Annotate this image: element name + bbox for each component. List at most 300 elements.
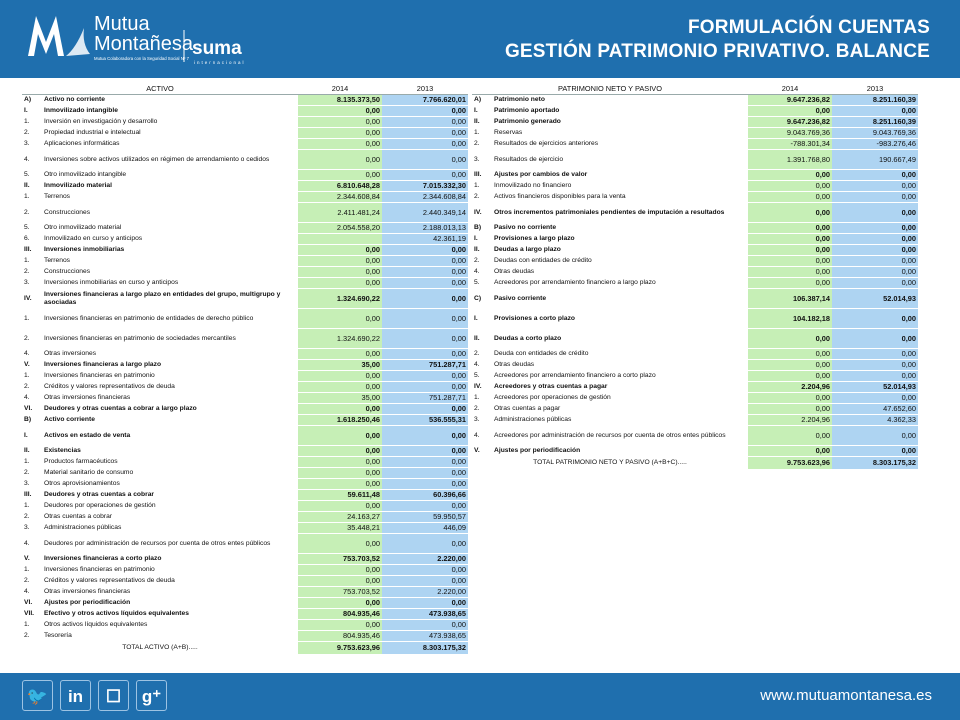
value-2013: -983.276,46	[832, 139, 918, 150]
table-row	[472, 170, 918, 181]
row-code: III.	[24, 491, 32, 499]
row-code: II.	[24, 447, 30, 455]
value-2013: 2.220,00	[382, 587, 468, 598]
table-row	[472, 349, 918, 360]
activo-header: ACTIVO	[22, 84, 298, 95]
row-code: 5.	[24, 224, 30, 232]
value-2013: 0,00	[832, 234, 918, 245]
table-row	[22, 457, 468, 468]
value-2013: 0,00	[382, 620, 468, 631]
value-2014: 0,00	[298, 501, 382, 512]
activo-year-2014: 2014	[298, 84, 382, 95]
value-2014: 1.324.690,22	[298, 329, 382, 349]
row-label: Existencias	[44, 447, 81, 455]
row-label: Acreedores por arrendamiento financiero a largo plazo	[494, 279, 656, 287]
value-2013: 7.015.332,30	[382, 181, 468, 192]
row-label: Inversiones financieras en patrimonio	[44, 372, 155, 380]
table-row	[472, 256, 918, 267]
value-2013: 42.361,19	[382, 234, 468, 245]
table-row	[472, 203, 918, 223]
row-code: 2.	[474, 193, 480, 201]
value-2014: 0,00	[298, 267, 382, 278]
table-row	[22, 289, 468, 309]
row-code: 4.	[474, 268, 480, 276]
value-2013: 2.344.608,84	[382, 192, 468, 203]
row-code: V.	[24, 555, 30, 563]
value-2013: 473.938,65	[382, 631, 468, 642]
value-2014: 0,00	[748, 181, 832, 192]
row-code: 4.	[474, 431, 480, 439]
value-2014: 0,00	[748, 245, 832, 256]
value-2014: 0,00	[748, 267, 832, 278]
value-2014: 0,00	[298, 576, 382, 587]
table-row	[22, 329, 468, 349]
table-row	[22, 309, 468, 329]
value-2014: 1.391.768,80	[748, 150, 832, 170]
total-2013: 8.303.175,32	[382, 642, 468, 655]
page-header	[0, 0, 960, 78]
total-label: TOTAL ACTIVO (A+B).....	[122, 644, 198, 652]
row-code: 6.	[24, 235, 30, 243]
row-label: Terrenos	[44, 257, 71, 265]
row-label: Inversiones financieras en patrimonio de entidades de derecho público	[44, 314, 254, 322]
table-row	[22, 382, 468, 393]
row-code: 5.	[24, 171, 30, 179]
value-2014: 753.703,52	[298, 554, 382, 565]
row-label: Otras inversiones financieras	[44, 588, 131, 596]
row-label: Efectivo y otros activos líquidos equivalentes	[44, 610, 189, 618]
pasivo-year-2013: 2013	[832, 84, 918, 95]
table-row	[472, 150, 918, 170]
row-code: IV.	[24, 294, 32, 302]
table-row	[22, 181, 468, 192]
value-2013: 0,00	[382, 139, 468, 150]
google-plus-icon[interactable]: g⁺	[136, 680, 167, 711]
value-2014: 0,00	[748, 360, 832, 371]
row-code: I.	[24, 431, 28, 439]
row-label: Otras deudas	[494, 268, 535, 276]
row-label: Otros activos líquidos equivalentes	[44, 621, 148, 629]
table-row	[22, 278, 468, 289]
website-link[interactable]: www.mutuamontanesa.es	[760, 687, 932, 704]
row-code: 2.	[474, 257, 480, 265]
value-2013: 0,00	[382, 245, 468, 256]
table-row	[22, 523, 468, 534]
table-row	[22, 576, 468, 587]
row-code: 2.	[24, 632, 30, 640]
row-code: II.	[474, 334, 480, 342]
table-row	[22, 360, 468, 371]
value-2013: 52.014,93	[832, 289, 918, 309]
value-2014: 0,00	[298, 309, 382, 329]
table-row	[22, 565, 468, 576]
table-row	[472, 223, 918, 234]
row-label: Inmovilizado intangible	[44, 107, 118, 115]
value-2014: 0,00	[298, 457, 382, 468]
row-label: Otras cuentas a pagar	[494, 405, 561, 413]
value-2013: 0,00	[832, 170, 918, 181]
value-2013: 446,09	[382, 523, 468, 534]
row-code: III.	[24, 246, 32, 254]
value-2013: 52.014,93	[832, 382, 918, 393]
value-2014: 35,00	[298, 360, 382, 371]
row-code: 1.	[24, 566, 30, 574]
row-code: II.	[474, 246, 480, 254]
row-code: I.	[24, 107, 28, 115]
value-2014: 9.647.236,82	[748, 117, 832, 128]
row-label: Inversiones financieras en patrimonio de sociedades mercantiles	[44, 334, 236, 342]
row-code: IV.	[474, 383, 482, 391]
value-2013: 0,00	[832, 349, 918, 360]
value-2013: 751.287,71	[382, 360, 468, 371]
row-code: 1.	[474, 182, 480, 190]
table-row	[472, 117, 918, 128]
row-code: 3.	[24, 480, 30, 488]
row-code: A)	[474, 96, 482, 104]
value-2014: 0,00	[298, 139, 382, 150]
row-code: 1.	[24, 502, 30, 510]
value-2013: 0,00	[832, 371, 918, 382]
table-row	[472, 382, 918, 393]
value-2013: 0,00	[832, 106, 918, 117]
value-2014: 59.611,48	[298, 490, 382, 501]
value-2013: 0,00	[382, 309, 468, 329]
row-label: Administraciones públicas	[494, 416, 572, 424]
value-2014: 24.163,27	[298, 512, 382, 523]
value-2014: 0,00	[748, 393, 832, 404]
value-2013: 0,00	[832, 245, 918, 256]
value-2014: 106.387,14	[748, 289, 832, 309]
pasivo-year-2014: 2014	[748, 84, 832, 95]
value-2013: 0,00	[382, 329, 468, 349]
value-2014: 0,00	[748, 329, 832, 349]
linkedin-icon[interactable]: in	[60, 680, 91, 711]
row-code: 1.	[24, 314, 30, 322]
row-code: V.	[474, 447, 480, 455]
value-2013: 0,00	[832, 329, 918, 349]
row-label: Activos en estado de venta	[44, 431, 131, 439]
row-label: Otros incrementos patrimoniales pendientes de imputación a resultados	[494, 208, 725, 216]
table-row	[22, 256, 468, 267]
value-2014: 2.054.558,20	[298, 223, 382, 234]
table-row	[22, 620, 468, 631]
value-2014: 9.043.769,36	[748, 128, 832, 139]
table-row	[22, 426, 468, 446]
row-label: Provisiones a largo plazo	[494, 235, 575, 243]
value-2014: 0,00	[298, 245, 382, 256]
value-2013: 0,00	[382, 267, 468, 278]
value-2014: 0,00	[298, 479, 382, 490]
value-2013: 0,00	[382, 446, 468, 457]
row-code: 2.	[24, 129, 30, 137]
table-row	[22, 415, 468, 426]
title-gestion: GESTIÓN PATRIMONIO PRIVATIVO. BALANCE	[504, 41, 930, 62]
title-formulacion: FORMULACIÓN CUENTAS	[688, 17, 930, 38]
row-label: Acreedores por arrendamiento financiero a corto plazo	[494, 372, 656, 380]
row-label: Deudores y otras cuentas a cobrar	[44, 491, 155, 499]
row-code: II.	[474, 118, 480, 126]
row-label: Provisiones a corto plazo	[494, 314, 576, 322]
value-2013: 0,00	[382, 278, 468, 289]
row-code: III.	[474, 171, 482, 179]
value-2014: 0,00	[298, 371, 382, 382]
row-label: Activo no corriente	[44, 96, 105, 104]
value-2013: 8.251.160,39	[832, 95, 918, 106]
row-label: Reservas	[494, 129, 523, 137]
brand-tagline: Mutua Colaboradora con la Seguridad Social Nº 7	[94, 56, 189, 61]
value-2014: 2.411.481,24	[298, 203, 382, 223]
row-label: Activo corriente	[44, 416, 95, 424]
table-row	[472, 181, 918, 192]
pasivo-header: PATRIMONIO NETO Y PASIVO	[472, 84, 748, 95]
value-2013: 0,00	[832, 446, 918, 457]
value-2013: 0,00	[382, 457, 468, 468]
value-2014: 753.703,52	[298, 587, 382, 598]
value-2014	[298, 234, 382, 245]
row-label: Acreedores por administración de recursos por cuenta de otros entes públicos	[494, 431, 726, 439]
value-2013: 0,00	[382, 404, 468, 415]
total-row	[22, 642, 468, 655]
row-code: 4.	[24, 539, 30, 547]
row-code: 3.	[24, 524, 30, 532]
value-2014: 0,00	[748, 278, 832, 289]
table-row	[22, 203, 468, 223]
row-code: VII.	[24, 610, 35, 618]
table-row	[472, 267, 918, 278]
table-row	[22, 234, 468, 245]
value-2014: 804.935,46	[298, 631, 382, 642]
value-2014: 104.182,18	[748, 309, 832, 329]
table-row	[472, 128, 918, 139]
value-2014: 0,00	[298, 382, 382, 393]
table-row	[22, 554, 468, 565]
value-2013: 0,00	[382, 534, 468, 554]
value-2014: 0,00	[298, 150, 382, 170]
row-label: Otras inversiones	[44, 350, 97, 358]
value-2013: 0,00	[832, 181, 918, 192]
value-2014: 0,00	[298, 278, 382, 289]
brand-suma: suma	[192, 38, 242, 59]
table-row	[22, 106, 468, 117]
value-2014: 0,00	[748, 203, 832, 223]
row-label: Otras deudas	[494, 361, 535, 369]
value-2014: 0,00	[298, 446, 382, 457]
table-row	[22, 468, 468, 479]
row-label: Otros aprovisionamientos	[44, 480, 120, 488]
row-label: Inversiones financieras a corto plazo	[44, 555, 162, 563]
page-footer	[0, 673, 960, 720]
table-row	[472, 371, 918, 382]
value-2014: 35,00	[298, 393, 382, 404]
row-code: 2.	[474, 350, 480, 358]
value-2014: 0,00	[298, 117, 382, 128]
total-2014: 9.753.623,96	[748, 457, 832, 470]
table-row	[22, 245, 468, 256]
table-row	[22, 598, 468, 609]
row-label: Inversión en investigación y desarrollo	[44, 118, 158, 126]
table-row	[472, 192, 918, 203]
value-2013: 0,00	[832, 267, 918, 278]
table-row	[22, 267, 468, 278]
value-2013: 0,00	[382, 565, 468, 576]
value-2014: 0,00	[298, 170, 382, 181]
table-row	[22, 371, 468, 382]
row-label: Patrimonio generado	[494, 118, 561, 126]
value-2014: 0,00	[748, 349, 832, 360]
table-row	[472, 426, 918, 446]
row-code: 2.	[24, 577, 30, 585]
table-row	[472, 245, 918, 256]
table-row	[22, 393, 468, 404]
table-row	[22, 587, 468, 598]
value-2013: 0,00	[832, 360, 918, 371]
row-code: B)	[474, 224, 482, 232]
total-row	[472, 457, 918, 470]
value-2014: 0,00	[298, 534, 382, 554]
row-code: VI.	[24, 599, 33, 607]
row-code: 1.	[24, 118, 30, 126]
value-2014: 0,00	[748, 170, 832, 181]
pasivo-table	[472, 84, 918, 470]
table-row	[472, 234, 918, 245]
value-2014: 0,00	[748, 192, 832, 203]
row-code: 5.	[474, 279, 480, 287]
row-label: Resultados de ejercicios anteriores	[494, 140, 599, 148]
row-code: 2.	[24, 334, 30, 342]
row-code: 2.	[24, 383, 30, 391]
row-code: 2.	[474, 405, 480, 413]
row-code: 1.	[24, 621, 30, 629]
table-row	[22, 479, 468, 490]
row-label: Deudores por administración de recursos por cuenta de otros entes públicos	[44, 539, 271, 547]
value-2013: 0,00	[382, 349, 468, 360]
value-2013: 0,00	[382, 468, 468, 479]
value-2014: 1.324.690,22	[298, 289, 382, 309]
row-label: Acreedores por operaciones de gestión	[494, 394, 611, 402]
table-row	[22, 192, 468, 203]
table-row	[472, 446, 918, 457]
table-row	[472, 360, 918, 371]
row-code: 3.	[24, 140, 30, 148]
slideshare-icon[interactable]: ☐	[98, 680, 129, 711]
row-label: Otro inmovilizado material	[44, 224, 122, 232]
row-code: 4.	[474, 361, 480, 369]
row-label: Deudas a largo plazo	[494, 246, 561, 254]
row-code: 1.	[24, 257, 30, 265]
row-code: B)	[24, 416, 32, 424]
row-code: I.	[474, 314, 478, 322]
value-2014: 0,00	[298, 468, 382, 479]
table-row	[22, 631, 468, 642]
table-row	[22, 170, 468, 181]
row-code: I.	[474, 107, 478, 115]
row-label: Ajustes por cambios de valor	[494, 171, 588, 179]
brand-suma-sub: internacional	[194, 60, 246, 65]
table-row	[22, 490, 468, 501]
row-code: 1.	[474, 129, 480, 137]
row-label: Deudores y otras cuentas a cobrar a largo plazo	[44, 405, 197, 413]
row-label: Ajustes por periodificación	[44, 599, 131, 607]
row-label: Inversiones inmobiliarias en curso y anticipos	[44, 279, 179, 287]
row-label: Deudores por operaciones de gestión	[44, 502, 156, 510]
value-2014: 0,00	[748, 256, 832, 267]
value-2014: 6.810.648,28	[298, 181, 382, 192]
table-row	[472, 95, 918, 106]
value-2014: 0,00	[748, 223, 832, 234]
table-row	[22, 95, 468, 106]
table-row	[472, 278, 918, 289]
row-label: Inmovilizado en curso y anticipos	[44, 235, 143, 243]
row-label: Otras cuentas a cobrar	[44, 513, 113, 521]
row-code: V.	[24, 361, 30, 369]
row-label: Otro inmovilizado intangible	[44, 171, 127, 179]
value-2013: 0,00	[382, 382, 468, 393]
row-label: Pasivo corriente	[494, 294, 547, 302]
value-2013: 536.555,31	[382, 415, 468, 426]
value-2013: 0,00	[832, 309, 918, 329]
row-label: Créditos y valores representativos de deuda	[44, 577, 175, 585]
value-2013: 2.440.349,14	[382, 203, 468, 223]
value-2014: 0,00	[298, 349, 382, 360]
value-2014: 2.344.608,84	[298, 192, 382, 203]
value-2013: 0,00	[832, 256, 918, 267]
row-code: 3.	[24, 279, 30, 287]
value-2013: 0,00	[832, 192, 918, 203]
value-2014: -788.301,34	[748, 139, 832, 150]
value-2014: 0,00	[748, 106, 832, 117]
row-label: Propiedad industrial e intelectual	[44, 129, 141, 137]
row-label: Administraciones públicas	[44, 524, 122, 532]
table-row	[22, 139, 468, 150]
row-code: A)	[24, 96, 32, 104]
value-2013: 0,00	[382, 150, 468, 170]
total-2013: 8.303.175,32	[832, 457, 918, 470]
value-2013: 0,00	[382, 106, 468, 117]
row-label: Inmovilizado material	[44, 182, 113, 190]
value-2013: 9.043.769,36	[832, 128, 918, 139]
value-2013: 0,00	[382, 117, 468, 128]
brand-montanesa: Montañesa	[94, 33, 193, 55]
value-2013: 2.188.013,13	[382, 223, 468, 234]
value-2014: 8.135.373,50	[298, 95, 382, 106]
row-code: 2.	[24, 469, 30, 477]
row-label: Deuda con entidades de crédito	[494, 350, 589, 358]
row-code: 4.	[24, 588, 30, 596]
value-2014: 0,00	[298, 565, 382, 576]
table-row	[22, 512, 468, 523]
table-row	[472, 289, 918, 309]
value-2014: 0,00	[748, 404, 832, 415]
brand-mutua: Mutua	[94, 13, 150, 35]
row-code: 1.	[24, 458, 30, 466]
value-2014: 2.204,96	[748, 382, 832, 393]
value-2014: 0,00	[298, 256, 382, 267]
row-label: Construcciones	[44, 208, 91, 216]
value-2013: 7.766.620,01	[382, 95, 468, 106]
row-label: Inversiones financieras en patrimonio	[44, 566, 155, 574]
row-label: Tesorería	[44, 632, 72, 640]
value-2014: 0,00	[298, 106, 382, 117]
total-label: TOTAL PATRIMONIO NETO Y PASIVO (A+B+C).....	[533, 459, 687, 467]
table-row	[22, 609, 468, 620]
value-2014: 2.204,96	[748, 415, 832, 426]
table-row	[472, 106, 918, 117]
row-label: Acreedores y otras cuentas a pagar	[494, 383, 608, 391]
row-code: 1.	[474, 394, 480, 402]
twitter-icon[interactable]: 🐦	[22, 680, 53, 711]
value-2013: 0,00	[832, 426, 918, 446]
row-label: Material sanitario de consumo	[44, 469, 134, 477]
